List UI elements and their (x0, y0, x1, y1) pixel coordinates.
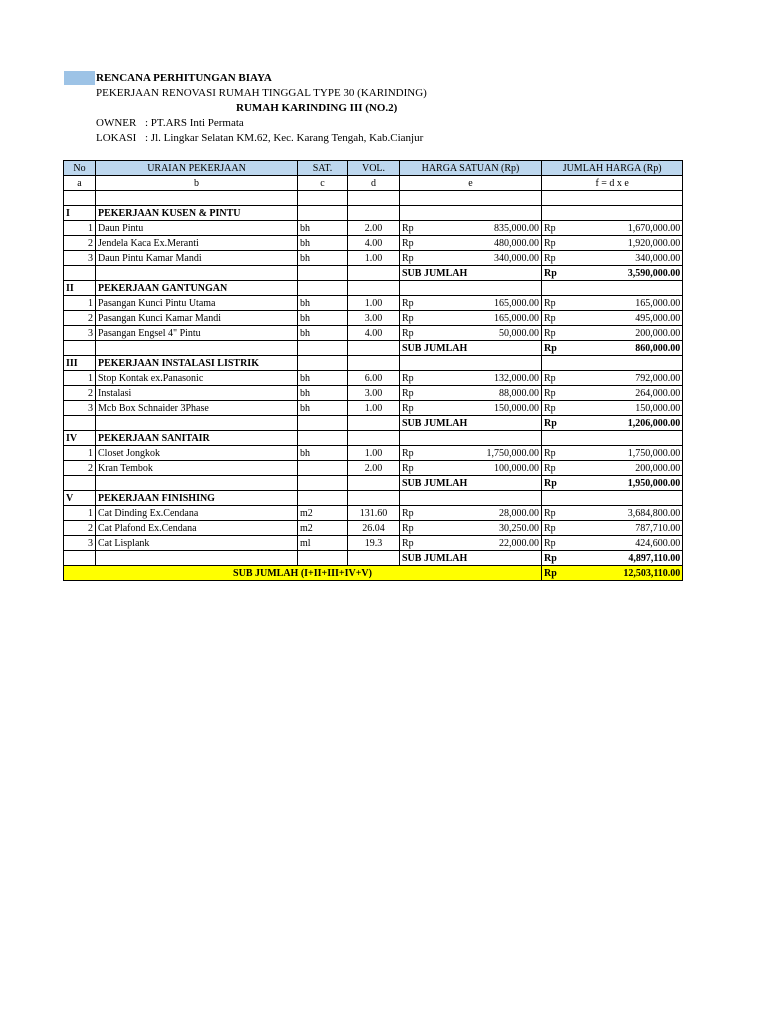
subtotal-empty-vol (348, 416, 400, 431)
section-empty-sat (298, 281, 348, 296)
subtotal-label: SUB JUMLAH (400, 416, 542, 431)
subtotal-row (64, 551, 683, 566)
item-price: 165,000.00 (417, 296, 542, 311)
subtotal-empty-no (64, 266, 96, 281)
section-row (64, 356, 683, 371)
item-price-currency: Rp (400, 446, 417, 461)
subtotal-currency: Rp (542, 476, 559, 491)
section-title: PEKERJAAN FINISHING (96, 491, 298, 506)
item-unit: m2 (298, 506, 348, 521)
item-number: 2 (64, 236, 96, 251)
subtotal-empty-name (96, 476, 298, 491)
subtotal-empty-vol (348, 266, 400, 281)
item-volume: 19.3 (348, 536, 400, 551)
subtotal-row (64, 266, 683, 281)
section-empty-sat (298, 491, 348, 506)
item-price: 1,750,000.00 (417, 446, 542, 461)
item-total: 150,000.00 (559, 401, 683, 416)
item-number: 1 (64, 296, 96, 311)
item-price: 88,000.00 (417, 386, 542, 401)
subtotal-value: 860,000.00 (559, 341, 683, 356)
col-header-uraian: URAIAN PEKERJAAN (96, 161, 298, 176)
item-unit: bh (298, 401, 348, 416)
item-row (64, 326, 683, 341)
subtotal-label: SUB JUMLAH (400, 341, 542, 356)
item-row (64, 371, 683, 386)
item-price-currency: Rp (400, 401, 417, 416)
section-number: II (64, 281, 96, 296)
item-volume: 1.00 (348, 446, 400, 461)
subtotal-empty-no (64, 416, 96, 431)
subtotal-empty-no (64, 476, 96, 491)
item-price-currency: Rp (400, 326, 417, 341)
item-number: 1 (64, 446, 96, 461)
subtotal-empty-sat (298, 341, 348, 356)
item-unit: bh (298, 311, 348, 326)
col-header-sat: SAT. (298, 161, 348, 176)
col-header-vol: VOL. (348, 161, 400, 176)
item-number: 1 (64, 506, 96, 521)
item-row (64, 236, 683, 251)
subtotal-empty-vol (348, 551, 400, 566)
item-price-currency: Rp (400, 461, 417, 476)
item-unit: m2 (298, 521, 348, 536)
item-volume: 26.04 (348, 521, 400, 536)
section-empty-price (400, 206, 542, 221)
section-empty-total (542, 356, 683, 371)
section-title: PEKERJAAN INSTALASI LISTRIK (96, 356, 298, 371)
section-empty-sat (298, 206, 348, 221)
item-name: Pasangan Kunci Pintu Utama (96, 296, 298, 311)
item-row (64, 251, 683, 266)
subtotal-row (64, 416, 683, 431)
item-name: Kran Tembok (96, 461, 298, 476)
item-volume: 4.00 (348, 326, 400, 341)
subtotal-value: 1,206,000.00 (559, 416, 683, 431)
subtotal-empty-sat (298, 266, 348, 281)
item-volume: 4.00 (348, 236, 400, 251)
item-name: Daun Pintu (96, 221, 298, 236)
item-price: 340,000.00 (417, 251, 542, 266)
subtotal-currency: Rp (542, 416, 559, 431)
section-empty-total (542, 431, 683, 446)
item-price-currency: Rp (400, 296, 417, 311)
item-row (64, 521, 683, 536)
col-header-jumlah-harga: JUMLAH HARGA (Rp) (542, 161, 683, 176)
section-empty-sat (298, 431, 348, 446)
item-number: 3 (64, 326, 96, 341)
subtotal-empty-sat (298, 551, 348, 566)
item-number: 2 (64, 311, 96, 326)
subtotal-empty-name (96, 416, 298, 431)
item-unit: bh (298, 326, 348, 341)
grand-total-currency: Rp (542, 566, 559, 581)
letter-a: a (64, 176, 96, 191)
item-total: 1,670,000.00 (559, 221, 683, 236)
item-total: 1,750,000.00 (559, 446, 683, 461)
item-total-currency: Rp (542, 221, 559, 236)
section-title: PEKERJAAN GANTUNGAN (96, 281, 298, 296)
item-total: 495,000.00 (559, 311, 683, 326)
subtotal-empty-no (64, 551, 96, 566)
subtotal-label: SUB JUMLAH (400, 551, 542, 566)
section-empty-vol (348, 281, 400, 296)
item-price-currency: Rp (400, 386, 417, 401)
table-letter-row (64, 176, 683, 191)
item-number: 2 (64, 521, 96, 536)
item-total: 1,920,000.00 (559, 236, 683, 251)
cost-table-body (64, 161, 683, 581)
item-name: Closet Jongkok (96, 446, 298, 461)
subtotal-empty-name (96, 341, 298, 356)
item-price: 100,000.00 (417, 461, 542, 476)
subtotal-currency: Rp (542, 266, 559, 281)
section-number: I (64, 206, 96, 221)
letter-f: f = d x e (542, 176, 683, 191)
doc-subtitle: RUMAH KARINDING III (NO.2) (236, 102, 398, 114)
item-name: Cat Plafond Ex.Cendana (96, 521, 298, 536)
section-row (64, 281, 683, 296)
item-total-currency: Rp (542, 311, 559, 326)
section-title: PEKERJAAN KUSEN & PINTU (96, 206, 298, 221)
item-total-currency: Rp (542, 386, 559, 401)
subtotal-row (64, 476, 683, 491)
item-row (64, 446, 683, 461)
subtotal-empty-sat (298, 476, 348, 491)
item-row (64, 296, 683, 311)
item-total-currency: Rp (542, 506, 559, 521)
letter-e: e (400, 176, 542, 191)
subtotal-empty-name (96, 266, 298, 281)
item-unit: bh (298, 296, 348, 311)
subtotal-label: SUB JUMLAH (400, 476, 542, 491)
item-row (64, 461, 683, 476)
section-empty-vol (348, 431, 400, 446)
section-empty-total (542, 206, 683, 221)
subtotal-value: 4,897,110.00 (559, 551, 683, 566)
section-number: V (64, 491, 96, 506)
item-number: 2 (64, 461, 96, 476)
item-price-currency: Rp (400, 371, 417, 386)
owner-line (96, 116, 244, 130)
item-price-currency: Rp (400, 236, 417, 251)
item-row (64, 506, 683, 521)
subtotal-empty-name (96, 551, 298, 566)
location-value: : Jl. Lingkar Selatan KM.62, Kec. Karang Tengah, Kab.Cianjur (145, 132, 424, 144)
item-total: 340,000.00 (559, 251, 683, 266)
spacer-row (64, 191, 683, 206)
item-number: 3 (64, 536, 96, 551)
section-row (64, 491, 683, 506)
item-total: 792,000.00 (559, 371, 683, 386)
item-number: 3 (64, 401, 96, 416)
item-unit (298, 461, 348, 476)
col-header-harga-satuan: HARGA SATUAN (Rp) (400, 161, 542, 176)
item-price-currency: Rp (400, 251, 417, 266)
section-empty-price (400, 281, 542, 296)
section-empty-total (542, 491, 683, 506)
item-unit: bh (298, 236, 348, 251)
owner-label: OWNER (96, 117, 137, 129)
item-price-currency: Rp (400, 506, 417, 521)
item-number: 1 (64, 221, 96, 236)
letter-d: d (348, 176, 400, 191)
item-total-currency: Rp (542, 236, 559, 251)
item-volume: 1.00 (348, 296, 400, 311)
item-price: 50,000.00 (417, 326, 542, 341)
item-price-currency: Rp (400, 221, 417, 236)
item-price-currency: Rp (400, 536, 417, 551)
item-volume: 6.00 (348, 371, 400, 386)
location-label: LOKASI (96, 132, 137, 144)
subtotal-row (64, 341, 683, 356)
subtotal-empty-vol (348, 341, 400, 356)
subtotal-label: SUB JUMLAH (400, 266, 542, 281)
item-row (64, 386, 683, 401)
item-price: 480,000.00 (417, 236, 542, 251)
item-unit: bh (298, 386, 348, 401)
item-total-currency: Rp (542, 296, 559, 311)
item-name: Daun Pintu Kamar Mandi (96, 251, 298, 266)
item-total: 165,000.00 (559, 296, 683, 311)
item-name: Instalasi (96, 386, 298, 401)
item-price: 22,000.00 (417, 536, 542, 551)
section-empty-vol (348, 491, 400, 506)
grand-total-label: SUB JUMLAH (I+II+III+IV+V) (64, 566, 542, 581)
item-total-currency: Rp (542, 536, 559, 551)
item-total: 264,000.00 (559, 386, 683, 401)
item-number: 1 (64, 371, 96, 386)
item-total-currency: Rp (542, 521, 559, 536)
section-empty-vol (348, 356, 400, 371)
section-number: IV (64, 431, 96, 446)
owner-value: : PT.ARS Inti Permata (145, 117, 244, 129)
item-unit: ml (298, 536, 348, 551)
item-volume: 2.00 (348, 221, 400, 236)
item-unit: bh (298, 446, 348, 461)
subtotal-value: 3,590,000.00 (559, 266, 683, 281)
item-price: 28,000.00 (417, 506, 542, 521)
item-price-currency: Rp (400, 311, 417, 326)
item-name: Pasangan Engsel 4" Pintu (96, 326, 298, 341)
item-volume: 131.60 (348, 506, 400, 521)
item-volume: 2.00 (348, 461, 400, 476)
item-total-currency: Rp (542, 326, 559, 341)
item-total: 787,710.00 (559, 521, 683, 536)
col-header-no: No (64, 161, 96, 176)
item-unit: bh (298, 251, 348, 266)
section-number: III (64, 356, 96, 371)
item-price: 30,250.00 (417, 521, 542, 536)
item-volume: 1.00 (348, 251, 400, 266)
item-price: 150,000.00 (417, 401, 542, 416)
letter-b: b (96, 176, 298, 191)
section-row (64, 206, 683, 221)
doc-title: RENCANA PERHITUNGAN BIAYA (96, 72, 272, 84)
item-number: 3 (64, 251, 96, 266)
subtotal-currency: Rp (542, 341, 559, 356)
section-row (64, 431, 683, 446)
item-price-currency: Rp (400, 521, 417, 536)
item-total-currency: Rp (542, 446, 559, 461)
location-line (96, 131, 424, 145)
item-name: Jendela Kaca Ex.Meranti (96, 236, 298, 251)
item-total-currency: Rp (542, 401, 559, 416)
section-empty-sat (298, 356, 348, 371)
item-total-currency: Rp (542, 371, 559, 386)
item-name: Cat Dinding Ex.Cendana (96, 506, 298, 521)
subtotal-empty-no (64, 341, 96, 356)
item-unit: bh (298, 221, 348, 236)
subtotal-currency: Rp (542, 551, 559, 566)
section-title: PEKERJAAN SANITAIR (96, 431, 298, 446)
item-name: Stop Kontak ex.Panasonic (96, 371, 298, 386)
grand-total-value: 12,503,110.00 (559, 566, 683, 581)
item-name: Cat Lisplank (96, 536, 298, 551)
item-total: 200,000.00 (559, 326, 683, 341)
item-total-currency: Rp (542, 461, 559, 476)
item-name: Mcb Box Schnaider 3Phase (96, 401, 298, 416)
item-volume: 3.00 (348, 386, 400, 401)
item-row (64, 221, 683, 236)
section-empty-total (542, 281, 683, 296)
item-volume: 3.00 (348, 311, 400, 326)
item-row (64, 536, 683, 551)
item-price: 165,000.00 (417, 311, 542, 326)
item-row (64, 401, 683, 416)
subtotal-empty-vol (348, 476, 400, 491)
item-total: 3,684,800.00 (559, 506, 683, 521)
subtotal-value: 1,950,000.00 (559, 476, 683, 491)
item-price: 132,000.00 (417, 371, 542, 386)
section-empty-vol (348, 206, 400, 221)
cost-table (63, 160, 683, 581)
item-total: 424,600.00 (559, 536, 683, 551)
item-row (64, 311, 683, 326)
table-header-row (64, 161, 683, 176)
item-unit: bh (298, 371, 348, 386)
item-total: 200,000.00 (559, 461, 683, 476)
section-empty-price (400, 356, 542, 371)
item-name: Pasangan Kunci Kamar Mandi (96, 311, 298, 326)
item-volume: 1.00 (348, 401, 400, 416)
subtotal-empty-sat (298, 416, 348, 431)
section-empty-price (400, 431, 542, 446)
item-price: 835,000.00 (417, 221, 542, 236)
letter-c: c (298, 176, 348, 191)
project-name: PEKERJAAN RENOVASI RUMAH TINGGAL TYPE 30 (KARINDING) (96, 87, 427, 99)
item-number: 2 (64, 386, 96, 401)
section-empty-price (400, 491, 542, 506)
grand-total-row (64, 566, 683, 581)
highlight-marker (64, 71, 95, 85)
item-total-currency: Rp (542, 251, 559, 266)
